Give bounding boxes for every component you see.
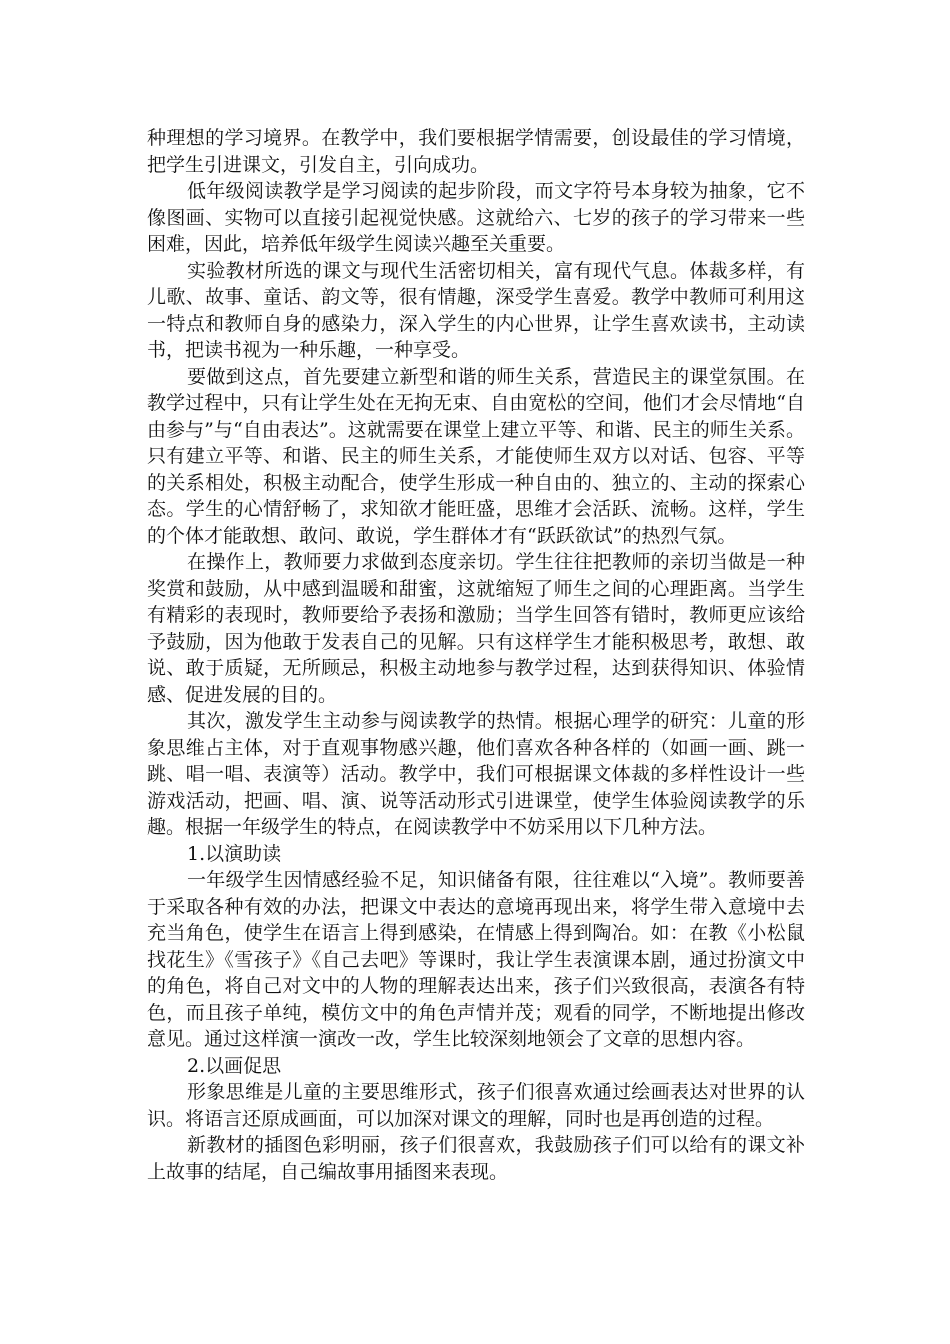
paragraph-image-thinking: 形象思维是儿童的主要思维形式，孩子们很喜欢通过绘画表达对世界的认识。将语言还原成画面，可以加深对课文的理解，同时也是再创造的过程。 bbox=[147, 1081, 805, 1130]
paragraph-friendly-attitude: 在操作上，教师要力求做到态度亲切。学生往往把教师的亲切当做是一种奖赏和鼓励，从中感到温暖和甜蜜，这就缩短了师生之间的心理距离。当学生有精彩的表现时，教师要给予表扬和激励；当学生回答有错时，教师更应该给予鼓励，因为他敢于发表自己的见解。只有这样学生才能积极思考，敢想、敢说、敢于质疑，无所顾忌，积极主动地参与教学过程，达到获得知识、体验情感、促进发展的目的。 bbox=[147, 551, 805, 706]
document-body bbox=[147, 125, 805, 1185]
paragraph-continuation: 种理想的学习境界。在教学中，我们要根据学情需要，创设最佳的学习情境，把学生引进课文，引发自主，引向成功。 bbox=[147, 127, 805, 176]
section-heading-acting: 1.以演助读 bbox=[187, 842, 282, 865]
paragraph-new-textbook-illustrations: 新教材的插图色彩明丽，孩子们很喜欢，我鼓励孩子们可以给有的课文补上故事的结尾，自己编故事用插图来表现。 bbox=[147, 1134, 805, 1183]
paragraph-stimulate-enthusiasm: 其次，激发学生主动参与阅读教学的热情。根据心理学的研究：儿童的形象思维占主体，对于直观事物感兴趣，他们喜欢各种各样的（如画一画、跳一跳、唱一唱、表演等）活动。教学中，我们可根据课文体裁的多样性设计一些游戏活动，把画、唱、演、说等活动形式引进课堂，使学生体验阅读教学的乐趣。根据一年级学生的特点，在阅读教学中不妨采用以下几种方法。 bbox=[147, 710, 805, 838]
paragraph-textbook-selection: 实验教材所选的课文与现代生活密切相关，富有现代气息。体裁多样，有儿歌、故事、童话、韵文等，很有情趣，深受学生喜爱。教学中教师可利用这一特点和教师自身的感染力，深入学生的内心世界，让学生喜欢读书，主动读书，把读书视为一种乐趣，一种享受。 bbox=[147, 259, 805, 361]
paragraph-teacher-student-relationship: 要做到这点，首先要建立新型和谐的师生关系，营造民主的课堂氛围。在教学过程中，只有让学生处在无拘无束、自由宽松的空间，他们才会尽情地“自由参与”与“自由表达”。这就需要在课堂上建立平等、和谐、民主的师生关系。只有建立平等、和谐、民主的师生关系，才能使师生双方以对话、包容、平等的关系相处，积极主动配合，使学生形成一种自由的、独立的、主动的探索心态。学生的心情舒畅了，求知欲才能旺盛，思维才会活跃、流畅。这样，学生的个体才能敢想、敢问、敢说，学生群体才有“跃跃欲试”的热烈气氛。 bbox=[147, 365, 805, 547]
paragraph-low-grade-reading: 低年级阅读教学是学习阅读的起步阶段，而文字符号本身较为抽象，它不像图画、实物可以直接引起视觉快感。这就给六、七岁的孩子的学习带来一些困难，因此，培养低年级学生阅读兴趣至关重要。 bbox=[147, 180, 805, 255]
paragraph-acting-method: 一年级学生因情感经验不足，知识储备有限，往往难以“入境”。教师要善于采取各种有效的办法，把课文中表达的意境再现出来，将学生带入意境中去充当角色，使学生在语言上得到感染，在情感上得到陶冶。如：在教《小松鼠找花生》《雪孩子》《自己去吧》等课时，我让学生表演课本剧，通过扮演文中的角色，将自己对文中的人物的理解表达出来，孩子们兴致很高，表演各有特色，而且孩子单纯，模仿文中的角色声情并茂；观看的同学，不断地提出修改意见。通过这样演一演改一改，学生比较深刻地领会了文章的思想内容。 bbox=[147, 869, 805, 1050]
section-heading-drawing: 2.以画促思 bbox=[187, 1054, 282, 1077]
